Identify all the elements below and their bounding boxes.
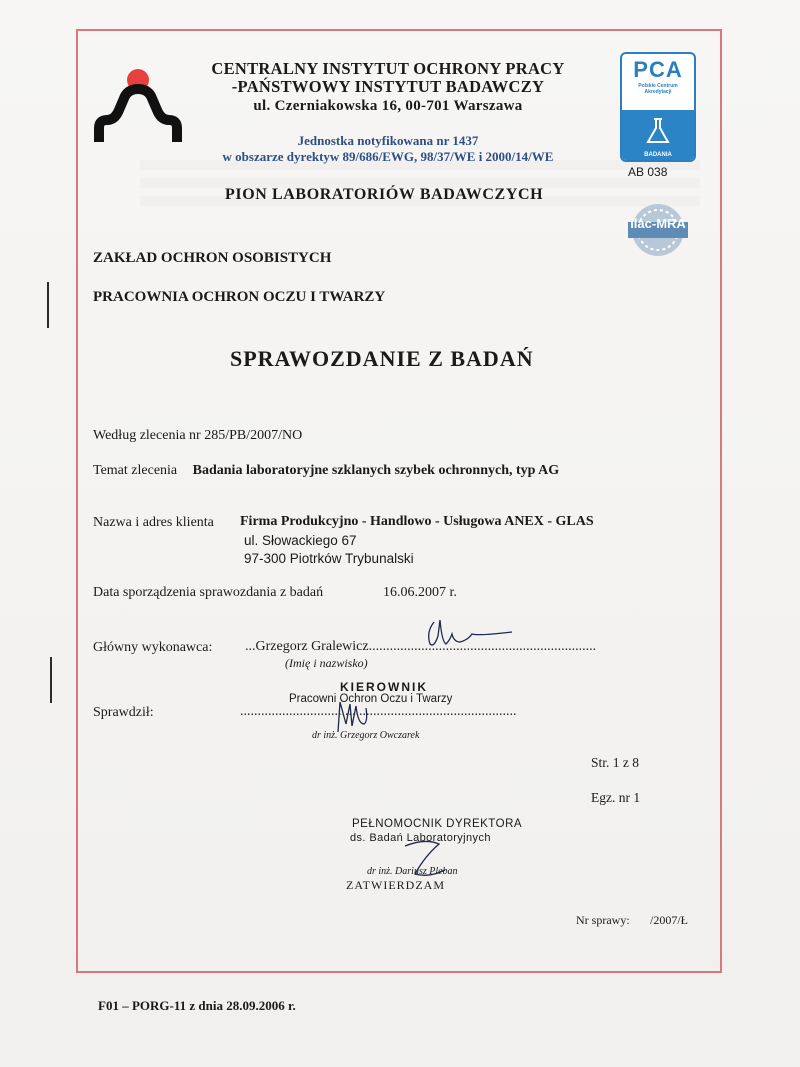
proxy-name: dr inż. Dariusz Pleban: [367, 866, 458, 877]
client-street: ul. Słowackiego 67: [244, 533, 357, 548]
stamp-subtitle: Pracowni Ochron Oczu i Twarzy: [289, 693, 453, 705]
notified-line-1: Jednostka notyfikowana nr 1437: [297, 133, 479, 148]
division-heading: PION LABORATORIÓW BADAWCZYCH: [225, 186, 544, 203]
institute-header: [188, 60, 588, 96]
executor-hint: (Imię i nazwisko): [285, 656, 368, 670]
proxy-subtitle: ds. Badań Laboratoryjnych: [350, 832, 491, 844]
client-name: Firma Produkcyjno - Handlowo - Usługowa ANEX - GLAS: [240, 514, 594, 529]
checked-label: Sprawdził:: [93, 705, 154, 720]
copy-info: Egz. nr 1: [591, 790, 641, 805]
lab-heading: PRACOWNIA OCHRON OCZU I TWARZY: [93, 289, 386, 305]
executor-label: Główny wykonawca:: [93, 640, 213, 655]
institute-address: ul. Czerniakowska 16, 00-701 Warszawa: [253, 98, 523, 114]
executor-signature-icon: [420, 612, 520, 652]
stamp-title: KIEROWNIK: [340, 680, 428, 694]
notified-body-info: [188, 133, 588, 165]
proxy-title: PEŁNOMOCNIK DYREKTORA: [352, 818, 523, 830]
ciop-logo-icon: [93, 62, 183, 146]
client-city: 97-300 Piotrków Trybunalski: [244, 551, 414, 566]
checked-dots: ...............................................................................: [240, 704, 517, 719]
case-value: /2007/Ł: [650, 913, 688, 927]
checker-name: dr inż. Grzegorz Owczarek: [312, 730, 420, 741]
accreditation-number: AB 038: [628, 165, 668, 179]
notified-line-2: w obszarze dyrektyw 89/686/EWG, 98/37/WE i 2000/14/WE: [222, 149, 554, 164]
report-title: SPRAWOZDANIE Z BADAŃ: [230, 346, 534, 371]
binding-mark-bottom: [50, 657, 52, 703]
order-number: Według zlecenia nr 285/PB/2007/NO: [93, 428, 303, 443]
subject-row: [93, 463, 559, 479]
date-label: Data sporządzenia sprawozdania z badań: [93, 585, 324, 600]
subject-value: Badania laboratoryjne szklanych szybek ochronnych, typ AG: [192, 463, 560, 478]
subject-label: Temat zlecenia: [93, 463, 178, 478]
binding-mark-top: [47, 282, 49, 328]
flask-icon: [643, 116, 673, 146]
page-info: Str. 1 z 8: [591, 755, 640, 770]
department-heading: ZAKŁAD OCHRON OSOBISTYCH: [93, 250, 332, 266]
form-footer: F01 – PORG-11 z dnia 28.09.2006 r.: [98, 998, 296, 1013]
case-label: Nr sprawy:: [576, 913, 630, 927]
approve-stamp: ZATWIERDZAM: [346, 878, 445, 892]
pca-subtitle-2: Akredytacji: [644, 89, 672, 95]
pca-subtitle-1: Polskie Centrum: [638, 83, 678, 89]
institute-name: CENTRALNY INSTYTUT OCHRONY PRACY: [211, 59, 565, 78]
executor-value: ...Grzegorz Gralewicz.................................................................: [245, 639, 597, 654]
pca-logo-text: PCA: [633, 57, 683, 82]
institute-subname: -PAŃSTWOWY INSTYTUT BADAWCZY: [231, 77, 545, 96]
ilac-mra-label: ilac-MRA: [630, 216, 686, 231]
pca-badge-label: BADANIA: [644, 152, 672, 158]
date-value: 16.06.2007 r.: [383, 585, 457, 600]
pca-accreditation-badge: [620, 52, 696, 162]
client-label: Nazwa i adres klienta: [93, 515, 214, 530]
